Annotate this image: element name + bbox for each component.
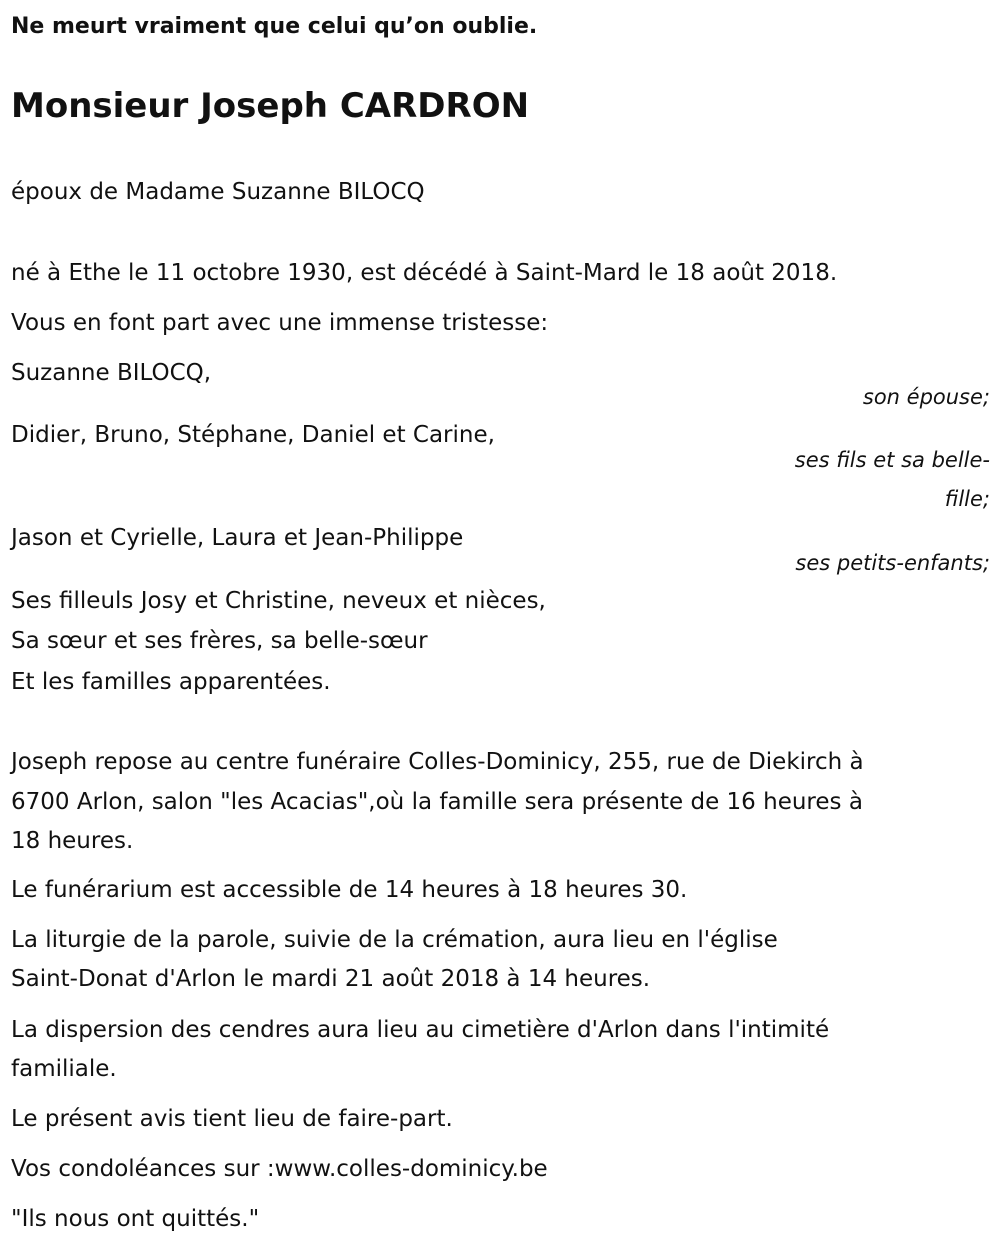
other-family-line: Ses filleuls Josy et Christine, neveux et nièces,: [11, 588, 546, 614]
family-names-children: Didier, Bruno, Stéphane, Daniel et Carine,: [11, 422, 495, 448]
rest-location-line3: 18 heures.: [11, 828, 134, 854]
family-names-spouse: Suzanne BILOCQ,: [11, 360, 212, 386]
announcement-line: Vous en font part avec une immense tristesse:: [11, 310, 549, 336]
rest-location-line1: Joseph repose au centre funéraire Colles-Dominicy, 255, rue de Diekirch à: [11, 749, 864, 775]
family-relation-grandchildren: ses petits-enfants;: [795, 551, 990, 575]
birth-death-line: né à Ethe le 11 octobre 1930, est décédé à Saint-Mard le 18 août 2018.: [11, 260, 838, 286]
liturgy-line1: La liturgie de la parole, suivie de la crémation, aura lieu en l'église: [11, 927, 778, 953]
ashes-line2: familiale.: [11, 1056, 117, 1082]
rest-location-line2: 6700 Arlon, salon "les Acacias",où la famille sera présente de 16 heures à: [11, 789, 863, 815]
deceased-name: Monsieur Joseph CARDRON: [11, 86, 530, 126]
spouse-line: époux de Madame Suzanne BILOCQ: [11, 179, 425, 205]
family-relation-children-line2: fille;: [944, 487, 990, 511]
condolences-line: Vos condoléances sur :www.colles-dominicy.be: [11, 1156, 548, 1182]
liturgy-line2: Saint-Donat d'Arlon le mardi 21 août 2018 à 14 heures.: [11, 966, 651, 992]
other-family-line: Et les familles apparentées.: [11, 669, 331, 695]
family-relation-children-line1: ses fils et sa belle-: [794, 448, 990, 472]
closing-quote: "Ils nous ont quittés.": [11, 1206, 260, 1232]
epigraph: Ne meurt vraiment que celui qu’on oublie.: [11, 14, 538, 39]
family-names-grandchildren: Jason et Cyrielle, Laura et Jean-Philippe: [11, 525, 464, 551]
faire-part-line: Le présent avis tient lieu de faire-part.: [11, 1106, 453, 1132]
ashes-line1: La dispersion des cendres aura lieu au cimetière d'Arlon dans l'intimité: [11, 1017, 830, 1043]
family-relation-spouse: son épouse;: [862, 385, 990, 409]
other-family-line: Sa sœur et ses frères, sa belle-sœur: [11, 628, 428, 654]
funerarium-hours: Le funérarium est accessible de 14 heures à 18 heures 30.: [11, 877, 688, 903]
